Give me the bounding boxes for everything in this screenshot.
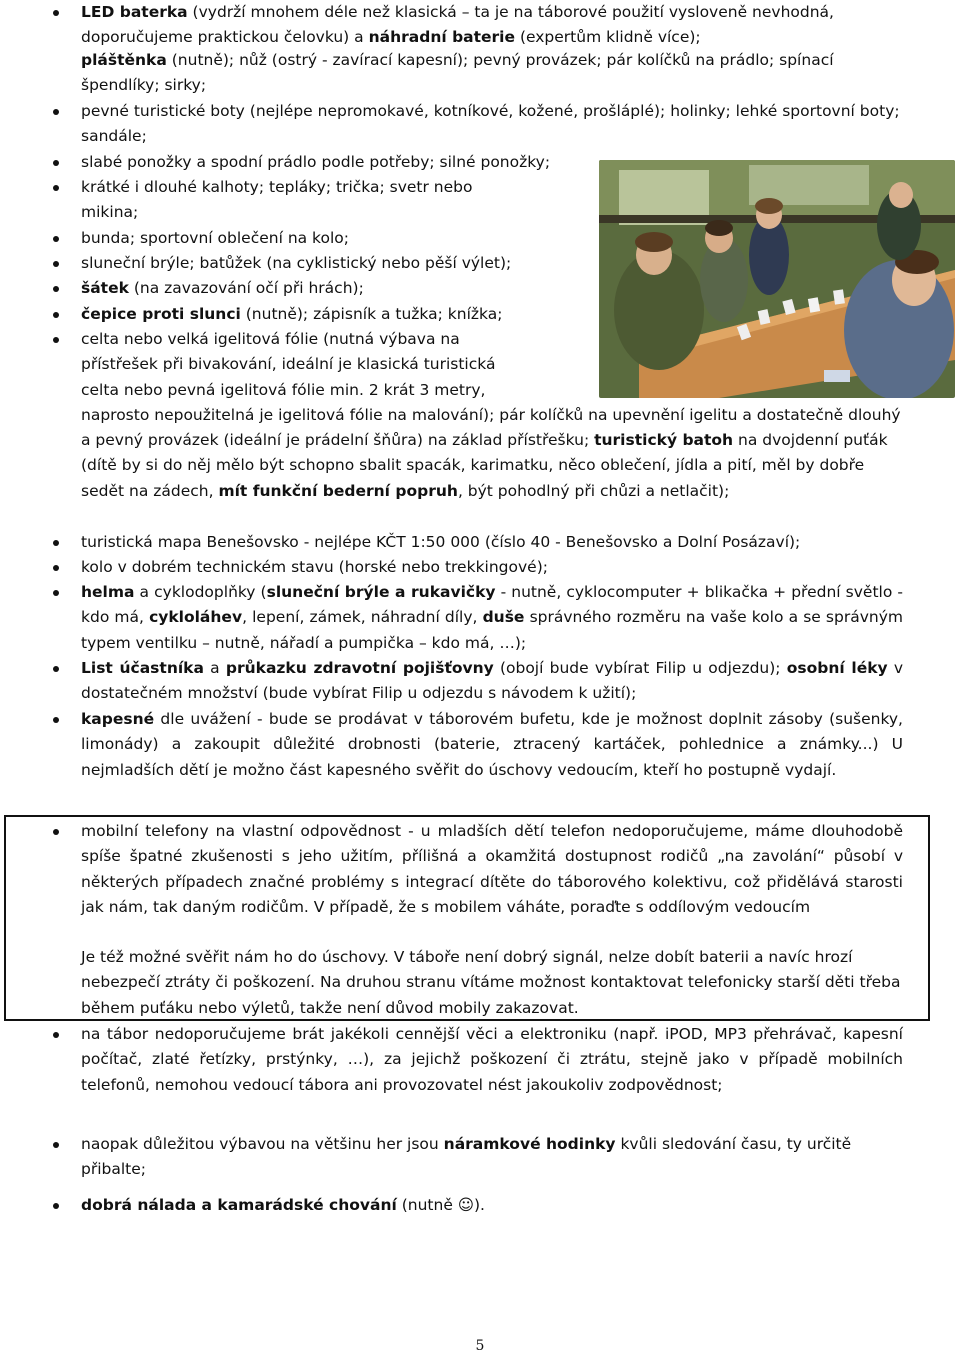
- bold-text: kapesné: [81, 710, 155, 728]
- text: turistická mapa Benešovsko - nejlépe KČT 1:50 000 (číslo 40 - Benešovsko a Dolní Posázaví);: [81, 533, 801, 551]
- text: a cyklodoplňky (: [134, 583, 267, 601]
- list-item-plastenka: [81, 48, 903, 99]
- bullet: [53, 236, 59, 242]
- list-item-nalada: [81, 1193, 903, 1218]
- text: Je též možné svěřit nám ho do úschovy. V táboře není dobrý signál, nelze dobít baterii a navíc hrozí nebezpečí ztráty či poškození. Na druhou stranu vítáme možnost kontaktovat telefonicky starší děti třeba během puťáku nebo výletů, takže není důvod mobily zakazovat.: [81, 948, 901, 1017]
- bold-text: náhradní baterie: [368, 28, 516, 47]
- bullet: [53, 286, 59, 292]
- bullet: [53, 565, 59, 571]
- text: mobilní telefony na vlastní odpovědnost - u mladších dětí telefon nedoporučujeme, máme dlouhodobě spíše špatné zkušenosti s jeho užitím, přílišná a okamžitá dostupnost rodičů „na zavolání“ působí v některých případech značné problémy s integrací dítěte do táborového kolektivu, což přidělává starosti jak nám, tak daným rodičům. V případě, že s mobilem váháte, poraďte s oddílovým vedoucím: [81, 822, 903, 916]
- bold-text: cykloláhev: [149, 608, 243, 627]
- bullet: [53, 185, 59, 191]
- bold-text: List účastníka: [81, 659, 204, 677]
- list-item-bunda: [81, 226, 551, 251]
- text: správného rozměru na vaše kolo a se správným typem ventilku – nutně, nářadí a pumpička – kdo má, …);: [81, 608, 903, 652]
- text: na dvojdenní puťák (dítě by si do něj mělo být schopno sbalit spacák, karimatku, něco oblečení, jídla a pití, měl by dobře sedět na zádech,: [81, 431, 888, 500]
- text: , lepení, zámek, náhradní díly,: [242, 608, 483, 627]
- text: (na zavazování očí při hrách);: [128, 279, 364, 297]
- bullet: [53, 109, 59, 115]
- list-item-list-ucastnika: [81, 656, 903, 707]
- bold-text: průkazku zdravotní pojišťovny: [225, 659, 494, 677]
- mobile-phone-note: [81, 945, 903, 1021]
- list-item-led-baterka: [81, 0, 903, 51]
- page-number: 5: [475, 1338, 485, 1354]
- bold-text: helma: [81, 583, 135, 601]
- bold-text: dobrá nálada a kamarádské chování: [81, 1196, 397, 1214]
- bold-text: mít funkční bederní popruh: [218, 481, 458, 500]
- bold-text: šátek: [81, 279, 129, 297]
- text: v dostatečném množství (bude vybírat Filip u odjezdu s návodem k užití);: [81, 659, 904, 703]
- text: (nutně); nůž (ostrý - zavírací kapesní); pevný provázek; pár kolíčků na prádlo; spínací špendlíky; sirky;: [81, 51, 834, 95]
- list-item-celta: [81, 327, 903, 504]
- bold-text: turistický batoh: [594, 431, 734, 450]
- list-item-kolo: [81, 555, 903, 580]
- bold-text: čepice proti slunci: [81, 305, 241, 323]
- text: naopak důležitou výbavou na většinu her jsou: [81, 1135, 444, 1153]
- bullet: [53, 1032, 59, 1038]
- list-item-kapesne: [81, 707, 903, 783]
- bold-text: pláštěnka: [81, 51, 167, 69]
- bullet: [53, 337, 59, 343]
- text: (nutně); zápisník a tužka; knížka;: [240, 305, 503, 323]
- bold-text: osobní léky: [786, 659, 888, 677]
- list-item-cennosti: [81, 1022, 903, 1098]
- text: dle uvážení - bude se prodávat v táborovém bufetu, kde je možnost doplnit zásoby (sušenky, limonády) a zakoupit důležité drobnosti (baterie, ztracený kartáček, pohlednice a známky...) U nejmladších dětí je možno část kapesného svěřit do úschovy vedoucím, kteří ho postupně vydají.: [81, 710, 903, 779]
- bullet: [53, 160, 59, 166]
- text: slabé ponožky a spodní prádlo podle potřeby; silné ponožky;: [81, 153, 551, 171]
- bullet: [53, 1203, 59, 1209]
- text: sluneční brýle; batůžek (na cyklistický nebo pěší výlet);: [81, 254, 512, 272]
- text: na tábor nedoporučujeme brát jakékoli cennější věci a elektroniku (např. iPOD, MP3 přehrávač, kapesní počítač, zlaté řetízky, prstýnky, …), za jejichž poškození či ztrátu, stejně jako v případě mobilních telefonů, nemohou vedoucí tábora ani provozovatel nést jakoukoliv zodpovědnost;: [81, 1025, 903, 1094]
- bold-text: sluneční brýle a rukavičky: [266, 583, 496, 601]
- list-item-kalhoty: [81, 175, 531, 226]
- bold-text: LED baterka: [81, 3, 188, 21]
- bullet: [53, 666, 59, 672]
- text: kvůli sledování času, ty určitě přibalte;: [81, 1135, 852, 1179]
- list-item-mobilni-telefony: [81, 819, 903, 920]
- list-item-hodinky: [81, 1132, 903, 1183]
- bullet: [53, 312, 59, 318]
- text: (obojí bude vybírat Filip u odjezdu);: [493, 659, 787, 677]
- text: (nutně ☺).: [396, 1196, 485, 1214]
- list-item-helma: [81, 580, 903, 656]
- list-item-ponozky: [81, 150, 551, 175]
- list-item-mapa: [81, 530, 903, 555]
- text: pevné turistické boty (nejlépe nepromokavé, kotníkové, kožené, prošláplé); holinky; lehké sportovní boty; sandále;: [81, 102, 900, 146]
- bold-text: duše: [482, 608, 525, 627]
- list-item-bryle: [81, 251, 551, 276]
- bullet: [53, 261, 59, 267]
- text: bunda; sportovní oblečení na kolo;: [81, 229, 349, 247]
- text: kolo v dobrém technickém stavu (horské nebo trekkingové);: [81, 558, 548, 576]
- text: krátké i dlouhé kalhoty; tepláky; trička; svetr nebo mikina;: [81, 178, 473, 222]
- bullet: [53, 829, 59, 835]
- list-item-boty: [81, 99, 903, 150]
- bullet: [53, 1142, 59, 1148]
- bold-text: náramkové hodinky: [443, 1135, 616, 1153]
- text: a: [203, 659, 226, 677]
- text: celta nebo velká igelitová fólie (nutná výbava na přístřešek při bivakování, ideální je klasická turistická celta nebo pevná igelitová fólie min. 2 krát 3 metry, naprosto nepoužitelná je igelitová fólie na malování); pár kolíčků na upevnění igelitu a dostatečně dlouhý a pevný provázek (ideální je prádelní šňůra) na základ přístřešku;: [81, 330, 901, 450]
- list-item-satek: [81, 276, 551, 301]
- bullet: [53, 540, 59, 546]
- bullet: [53, 590, 59, 596]
- text: (expertům klidně více);: [515, 28, 701, 47]
- text: - nutně, cyklocomputer + blikačka + přední světlo - kdo má,: [81, 583, 903, 627]
- text: (vydrží mnohem déle než klasická – ta je na táborové použití vysloveně nevhodná, doporučujeme praktickou čelovku) a: [81, 3, 834, 47]
- list-item-cepice: [81, 302, 551, 327]
- bullet: [53, 10, 59, 16]
- bullet: [53, 717, 59, 723]
- text: , být pohodlný při chůzi a netlačit);: [457, 481, 730, 500]
